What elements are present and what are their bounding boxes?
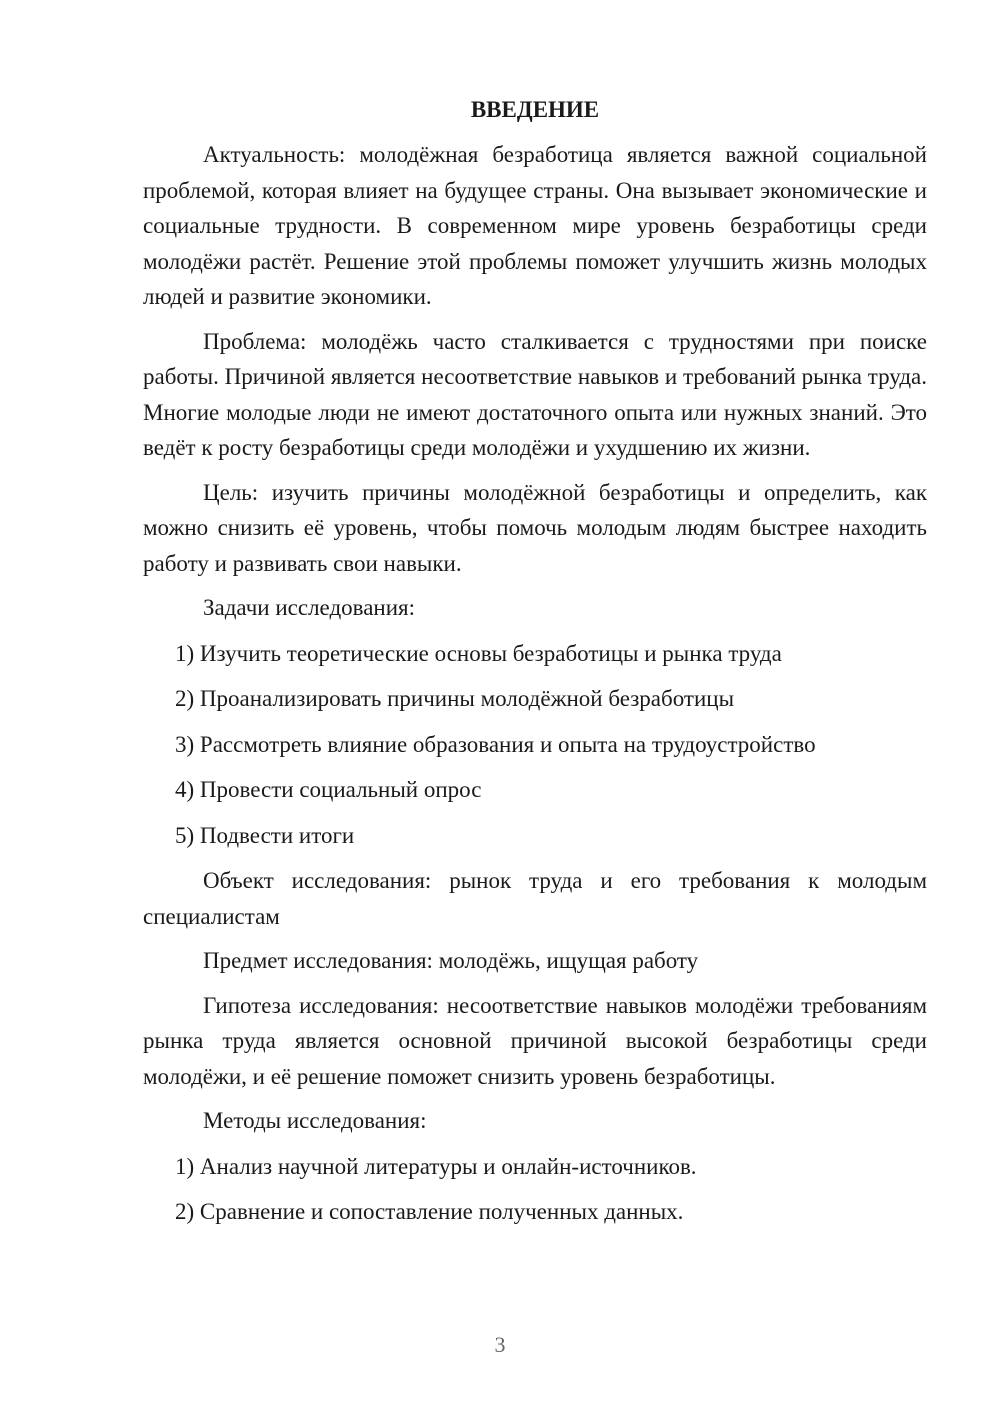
page-number: 3: [494, 1332, 506, 1357]
object-paragraph: Объект исследования: рынок труда и его требования к молодым специалистам: [143, 868, 927, 929]
methods-list: [143, 1149, 927, 1230]
document-page: [143, 92, 927, 1240]
list-item: 2) Проанализировать причины молодёжной безработицы: [175, 686, 735, 711]
list-item: 2) Сравнение и сопоставление полученных данных.: [175, 1199, 684, 1224]
section-heading: ВВЕДЕНИЕ: [470, 97, 600, 122]
subject-paragraph: Предмет исследования: молодёжь, ищущая работу: [203, 948, 699, 973]
list-item: 1) Анализ научной литературы и онлайн-источников.: [175, 1153, 697, 1179]
problem-paragraph: Проблема: молодёжь часто сталкивается с трудностями при поиске работы. Причиной является несоответствие навыков и требований рынка труда. Многие молодые люди не имеют достаточного опыта или нужных знаний. Это ведёт к росту безработицы среди молодёжи и ухудшению их жизни.: [143, 328, 927, 460]
list-item: 1) Изучить теоретические основы безработицы и рынка труда: [175, 640, 782, 666]
goal-paragraph: Цель: изучить причины молодёжной безработицы и определить, как можно снизить её уровень, чтобы помочь молодым людям быстрее находить работу и развивать свои навыки.: [143, 479, 927, 576]
relevance-paragraph: Актуальность: молодёжная безработица является важной социальной проблемой, которая влияет на будущее страны. Она вызывает экономические и социальные трудности. В современном мире уровень безработицы среди молодёжи растёт. Решение этой проблемы поможет улучшить жизнь молодых людей и развитие экономики.: [143, 142, 927, 309]
hypothesis-paragraph: Гипотеза исследования: несоответствие навыков молодёжи требованиям рынка труда является основной причиной высокой безработицы среди молодёжи, и её решение поможет снизить уровень безработицы.: [143, 992, 927, 1089]
list-item: 4) Провести социальный опрос: [175, 777, 482, 802]
tasks-list: [143, 636, 927, 854]
list-item: 3) Рассмотреть влияние образования и опыта на трудоустройство: [175, 731, 816, 757]
tasks-title: Задачи исследования:: [203, 595, 416, 620]
methods-title: Методы исследования:: [203, 1108, 427, 1133]
list-item: 5) Подвести итоги: [175, 822, 355, 848]
